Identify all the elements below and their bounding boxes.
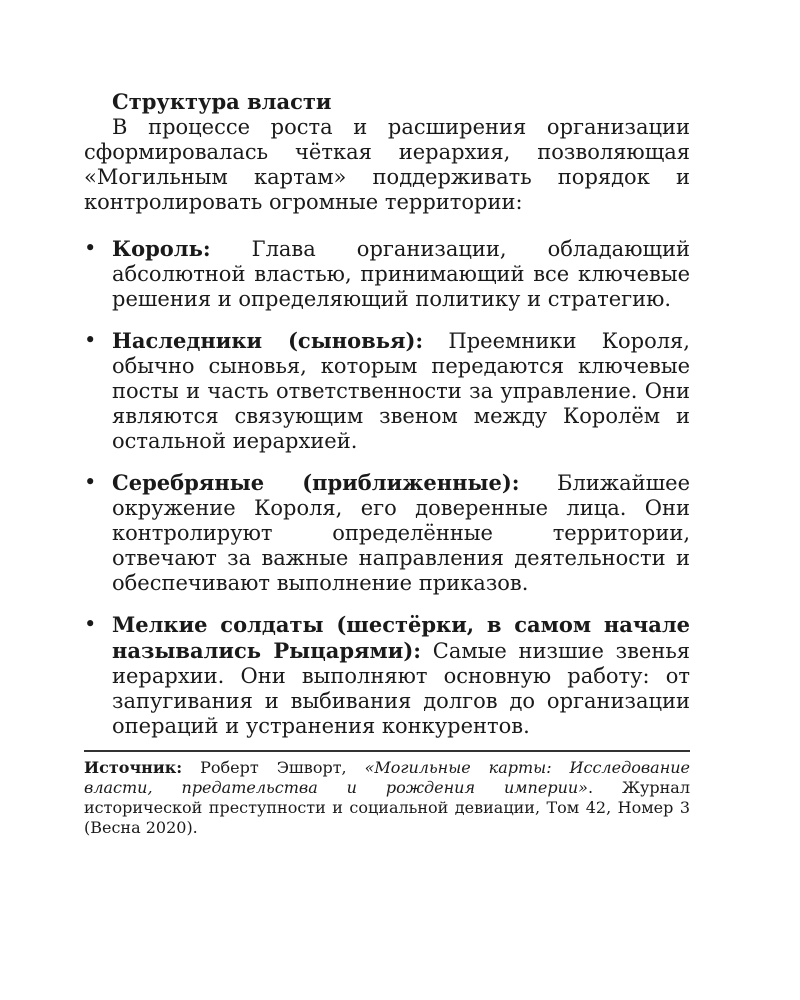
footnote-divider xyxy=(84,750,690,752)
bullet-term: Мелкие солдаты (шестёрки, в самом начале назывались Рыцарями): xyxy=(112,612,690,663)
list-item xyxy=(84,470,690,596)
section-heading: Структура власти xyxy=(112,89,332,114)
list-item xyxy=(84,236,690,312)
list-item xyxy=(84,612,690,739)
bullet-term: Наследники (сыновья): xyxy=(112,328,424,353)
bullet-icon: • xyxy=(84,470,97,494)
bullet-icon: • xyxy=(84,236,97,260)
source-citation xyxy=(84,758,690,838)
source-title: «Могильные карты: Исследование власти, предательства и рождения империи» xyxy=(84,758,690,797)
bullet-text: Ближайшее окружение Короля, его доверенные лица. Они контролируют определённые территории, отвечают за важные направления деятельности и обеспечивают выполнение приказов. xyxy=(112,471,690,595)
bullet-icon: • xyxy=(84,328,97,352)
source-label: Источник: xyxy=(84,758,183,777)
source-author: Роберт Эшворт, xyxy=(182,758,365,777)
bullet-term: Король: xyxy=(112,236,211,261)
bullet-text: Преемники Короля, обычно сыновья, которым передаются ключевые посты и часть ответственности за управление. Они являются связующим звеном между Королём и остальной иерархией. xyxy=(112,329,690,453)
list-item xyxy=(84,328,690,454)
main-content xyxy=(84,88,690,755)
intro-paragraph: В процессе роста и расширения организации сформировалась чёткая иерархия, позволяющая «Могильным картам» поддерживать порядок и контролировать огромные территории: xyxy=(84,115,690,214)
bullet-text: Самые низшие звенья иерархии. Они выполняют основную работу: от запугивания и выбивания долгов до организации операций и устранения конкурентов. xyxy=(112,639,690,738)
bullet-term: Серебряные (приближенные): xyxy=(112,470,520,495)
bullet-icon: • xyxy=(84,612,97,636)
hierarchy-list xyxy=(84,236,690,739)
bullet-text: Глава организации, обладающий абсолютной властью, принимающий все ключевые решения и определяющий политику и стратегию. xyxy=(112,237,690,311)
source-rest: . Журнал исторической преступности и социальной девиации, Том 42, Номер 3 (Весна 2020). xyxy=(84,778,690,837)
